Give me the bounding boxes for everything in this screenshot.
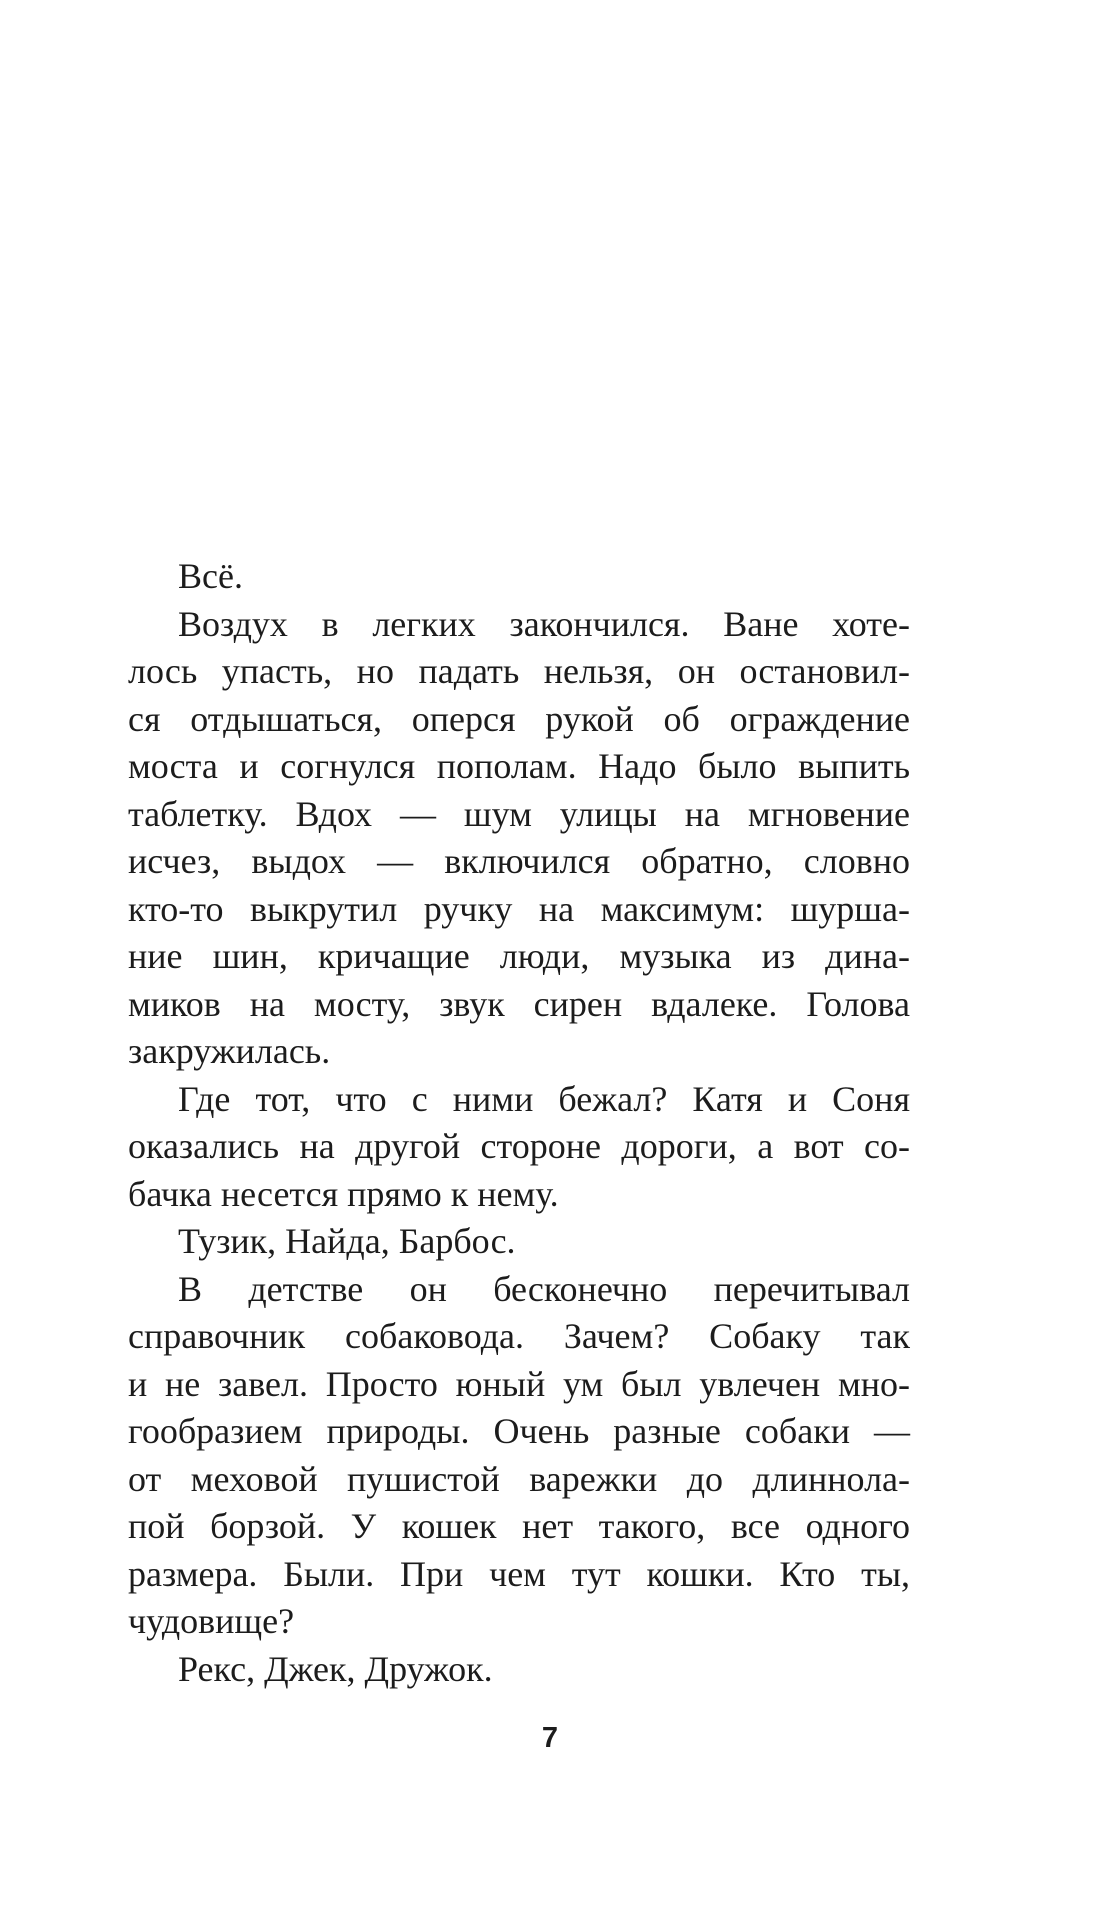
text-line: и не завел. Просто юный ум был увлечен мно- bbox=[128, 1363, 910, 1404]
text-line: таблетку. Вдох — шум улицы на мгновение bbox=[128, 793, 910, 834]
text-line: ся отдышаться, оперся рукой об ограждение bbox=[128, 698, 910, 739]
text-line: кто-то выкрутил ручку на максимум: шурша- bbox=[128, 888, 910, 929]
text-line: справочник собаковода. Зачем? Собаку так bbox=[128, 1316, 910, 1356]
text-line: чудовище? bbox=[128, 1601, 295, 1641]
text-line: оказались на другой стороне дороги, а вот со- bbox=[128, 1126, 910, 1166]
text-line: миков на мосту, звук сирен вдалеке. Голова bbox=[128, 983, 910, 1024]
page-number: 7 bbox=[541, 1722, 559, 1754]
text-line: закружилась. bbox=[128, 1031, 331, 1071]
text-line: размера. Были. При чем тут кошки. Кто ты, bbox=[128, 1553, 910, 1594]
text-line: пой борзой. У кошек нет такого, все одного bbox=[128, 1506, 910, 1546]
text-line: бачка несется прямо к нему. bbox=[128, 1173, 559, 1214]
text-line: исчез, выдох — включился обратно, словно bbox=[128, 841, 910, 881]
text-line: Воздух в легких закончился. Ване хоте- bbox=[178, 603, 910, 644]
text-line: Где тот, что с ними бежал? Катя и Соня bbox=[178, 1078, 910, 1119]
text-line: Тузик, Найда, Барбос. bbox=[178, 1221, 516, 1261]
text-line: от меховой пушистой варежки до длиннола- bbox=[128, 1458, 910, 1499]
text-line: гообразием природы. Очень разные собаки — bbox=[128, 1411, 910, 1451]
body-text bbox=[128, 553, 910, 1693]
text-line: ние шин, кричащие люди, музыка из дина- bbox=[128, 936, 910, 976]
text-line: Рекс, Джек, Дружок. bbox=[178, 1648, 493, 1689]
text-line: В детстве он бесконечно перечитывал bbox=[178, 1268, 910, 1309]
text-line: Всё. bbox=[178, 556, 243, 596]
text-line: лось упасть, но падать нельзя, он остановил- bbox=[128, 651, 910, 691]
text-line: моста и согнулся пополам. Надо было выпить bbox=[128, 746, 910, 786]
